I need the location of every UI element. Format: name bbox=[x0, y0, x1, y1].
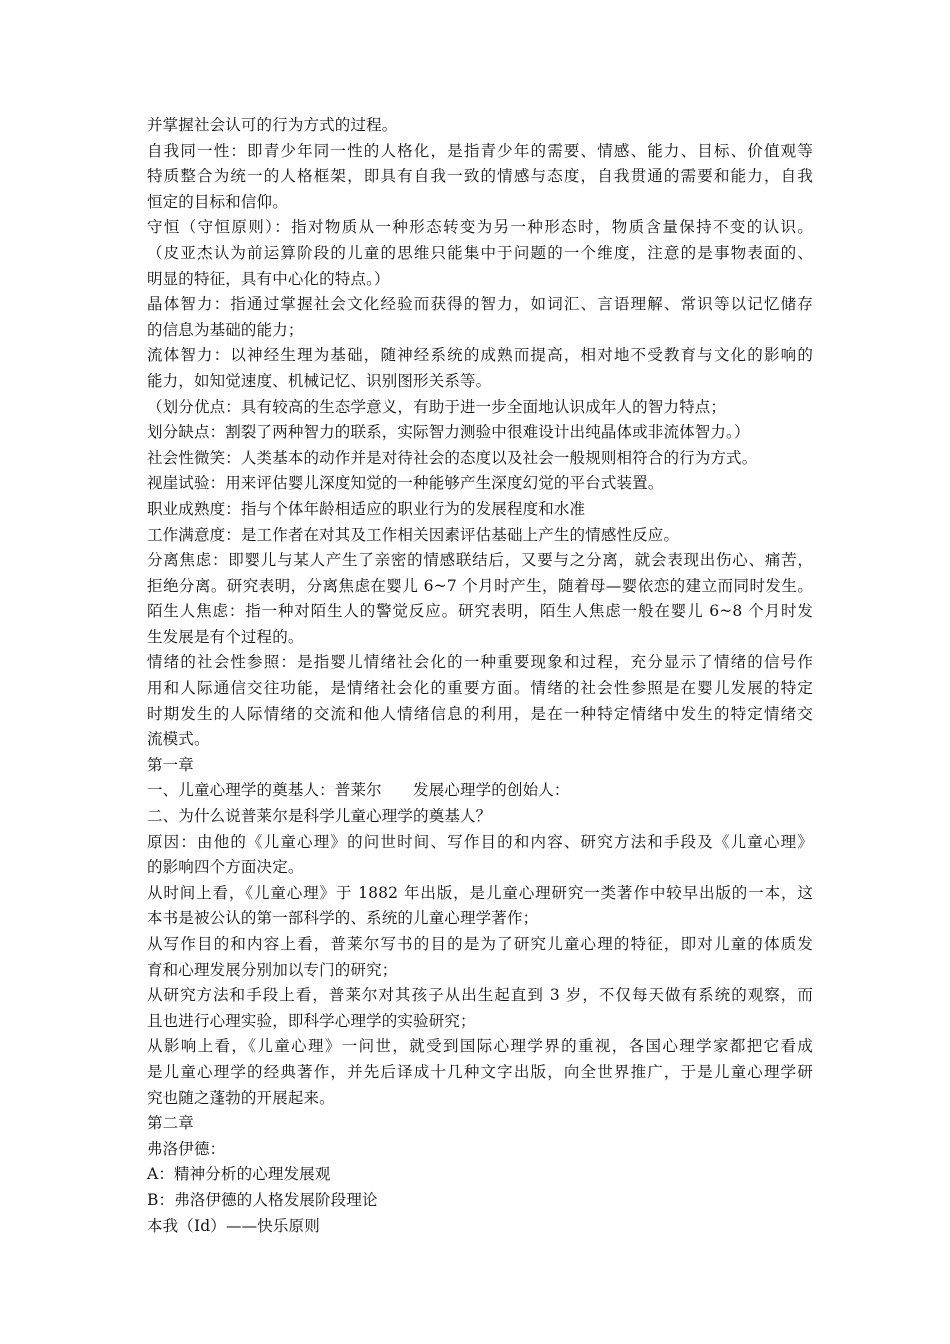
text-line: 视崖试验：用来评估婴儿深度知觉的一种能够产生深度幻觉的平台式装置。 bbox=[147, 474, 664, 493]
text-line: 究也随之蓬勃的开展起来。 bbox=[147, 1088, 335, 1107]
text-line: 生发展是有个过程的。 bbox=[147, 627, 304, 646]
text-line: 流模式。 bbox=[147, 730, 210, 749]
text-line: 时期发生的人际情绪的交流和他人情绪信息的利用，是在一种特定情绪中发生的特定情绪交 bbox=[147, 704, 813, 723]
text-line: 并掌握社会认可的行为方式的过程。 bbox=[147, 116, 398, 134]
text-line: 本书是被公认的第一部科学的、系统的儿童心理学著作； bbox=[147, 909, 539, 928]
text-line: 弗洛伊德： bbox=[147, 1139, 226, 1158]
text-line: 是儿童心理学的经典著作，并先后译成十几种文字出版，向全世界推广，于是儿童心理学研 bbox=[147, 1062, 813, 1081]
text-line: 守恒（守恒原则）：指对物质从一种形态转变为另一种形态时，物质含量保持不变的认识。 bbox=[147, 218, 813, 237]
text-line: 的影响四个方面决定。 bbox=[147, 858, 304, 877]
text-line: 原因：由他的《儿童心理》的问世时间、写作目的和内容、研究方法和手段及《儿童心理》 bbox=[147, 832, 813, 851]
text-line: 从时间上看，《儿童心理》于 1882 年出版，是儿童心理研究一类著作中较早出版的一本，这 bbox=[147, 883, 813, 902]
text-line: 流体智力：以神经生理为基础，随神经系统的成熟而提高，相对地不受教育与文化的影响的 bbox=[147, 346, 813, 365]
text-line: 的信息为基础的能力； bbox=[147, 320, 304, 339]
text-line: 且也进行心理实验，即科学心理学的实验研究； bbox=[147, 1011, 476, 1030]
document-page bbox=[147, 113, 813, 1239]
text-line: 划分缺点：割裂了两种智力的联系，实际智力测验中很难设计出纯晶体或非流体智力。） bbox=[147, 423, 750, 442]
text-line: 育和心理发展分别加以专门的研究； bbox=[147, 960, 398, 979]
text-line: 一、儿童心理学的奠基人：普莱尔 发展心理学的创始人： bbox=[147, 781, 570, 800]
text-line: 拒绝分离。研究表明，分离焦虑在婴儿 6~7 个月时产生，随着母—婴依恋的建立而同时发生。 bbox=[147, 576, 813, 595]
text-line: 晶体智力：指通过掌握社会文化经验而获得的智力，如词汇、言语理解、常识等以记忆储存 bbox=[147, 295, 813, 314]
text-line: 能力，如知觉速度、机械记忆、识别图形关系等。 bbox=[147, 371, 492, 390]
text-line: 情绪的社会性参照：是指婴儿情绪社会化的一种重要现象和过程，充分显示了情绪的信号作 bbox=[147, 653, 813, 672]
text-line: 本我（Id）——快乐原则 bbox=[147, 1216, 320, 1235]
text-line: 自我同一性：即青少年同一性的人格化，是指青少年的需要、情感、能力、目标、价值观等 bbox=[147, 141, 813, 160]
text-line: 从研究方法和手段上看，普莱尔对其孩子从出生起直到 3 岁，不仅每天做有系统的观察，而 bbox=[147, 986, 813, 1005]
text-line: 分离焦虑：即婴儿与某人产生了亲密的情感联结后，又要与之分离，就会表现出伤心、痛苦， bbox=[147, 551, 813, 570]
text-line: 用和人际通信交往功能，是情绪社会化的重要方面。情绪的社会性参照是在婴儿发展的特定 bbox=[147, 679, 813, 698]
text-line: 恒定的目标和信仰。 bbox=[147, 192, 288, 211]
text-line: 从写作目的和内容上看，普莱尔写书的目的是为了研究儿童心理的特征，即对儿童的体质发 bbox=[147, 935, 813, 953]
text-line: 特质整合为统一的人格框架，即具有自我一致的情感与态度，自我贯通的需要和能力，自我 bbox=[147, 167, 813, 186]
text-line: 社会性微笑：人类基本的动作并是对待社会的态度以及社会一般规则相符合的行为方式。 bbox=[147, 448, 758, 467]
text-line: 工作满意度：是工作者在对其及工作相关因素评估基础上产生的情感性反应。 bbox=[147, 525, 680, 544]
text-line: 职业成熟度：指与个体年龄相适应的职业行为的发展程度和水准 bbox=[147, 499, 586, 518]
text-line: A：精神分析的心理发展观 bbox=[147, 1165, 331, 1184]
text-line: （皮亚杰认为前运算阶段的儿童的思维只能集中于问题的一个维度，注意的是事物表面的、 bbox=[147, 243, 813, 262]
text-line: B：弗洛伊德的人格发展阶段理论 bbox=[147, 1190, 378, 1209]
text-line: 二、为什么说普莱尔是科学儿童心理学的奠基人？ bbox=[147, 807, 492, 826]
text-line: 第一章 bbox=[147, 755, 194, 774]
text-line: 从影响上看，《儿童心理》一问世，就受到国际心理学界的重视，各国心理学家都把它看成 bbox=[147, 1037, 813, 1056]
text-line: （划分优点：具有较高的生态学意义，有助于进一步全面地认识成年人的智力特点； bbox=[147, 397, 727, 416]
text-line: 陌生人焦虑：指一种对陌生人的警觉反应。研究表明，陌生人焦虑一般在婴儿 6~8 个月时发 bbox=[147, 602, 813, 621]
text-line: 明显的特征，具有中心化的特点。） bbox=[147, 269, 390, 288]
text-line: 第二章 bbox=[147, 1114, 194, 1133]
